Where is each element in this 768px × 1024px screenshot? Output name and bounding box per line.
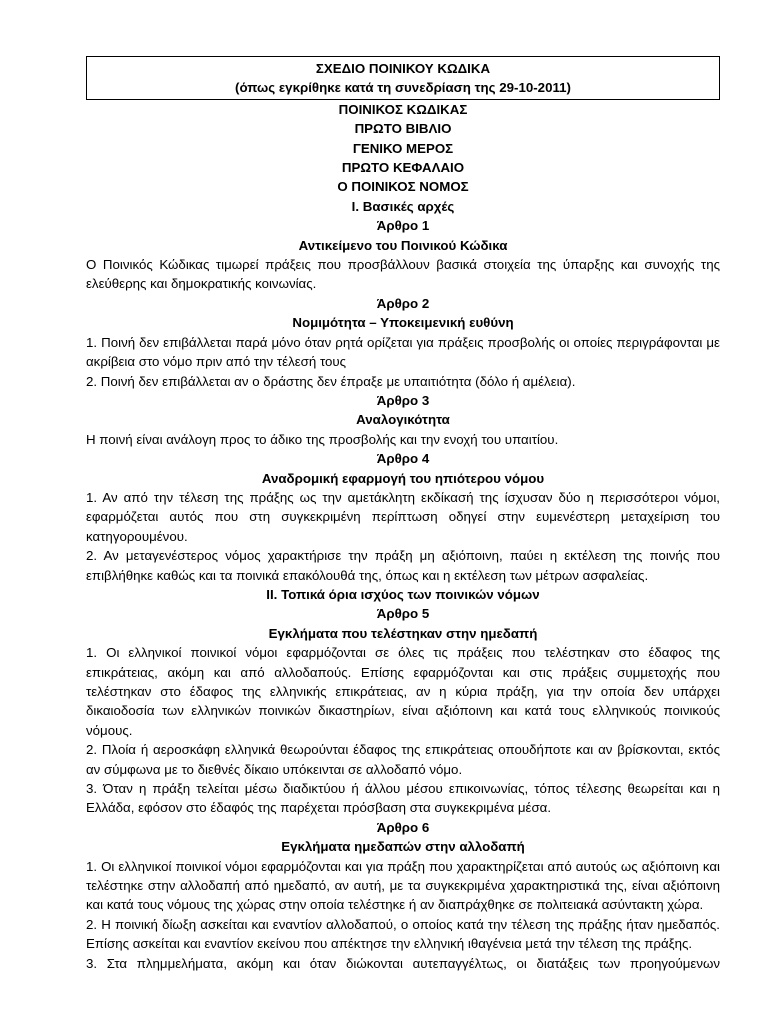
article-paragraph: 3. Όταν η πράξη τελείται μέσω διαδικτύου ή άλλου μέσου επικοινωνίας, τόπος τέλεσης θεωρείται και η Ελλάδα, εφόσον στο έδαφός της παρέχεται πρόσβαση στα συγκεκριμένα μέσα. — [86, 781, 720, 816]
article-paragraph: 2. Ποινή δεν επιβάλλεται αν ο δράστης δεν έπραξε με υπαιτιότητα (δόλο ή αμέλεια). — [86, 373, 576, 389]
article-paragraph: 2. Πλοία ή αεροσκάφη ελληνικά θεωρούνται έδαφος της επικράτειας οπουδήποτε και αν βρίσκονται, εκτός αν σύμφωνα με το διεθνές δίκαιο υπόκεινται σε αλλοδαπό νόμο. — [86, 742, 720, 777]
article-paragraph: 2. Η ποινική δίωξη ασκείται και εναντίον αλλοδαπού, ο οποίος κατά την τέλεση της πράξης ήταν ημεδαπός. Επίσης ασκείται και εναντίον εκείνου που απέκτησε την ελληνική ιθαγένεια μετά την τέλεση της πράξης. — [86, 916, 720, 952]
article-paragraph: 1. Οι ελληνικοί ποινικοί νόμοι εφαρμόζονται σε όλες τις πράξεις που τελέστηκαν στο έδαφος της επικράτειας, ακόμη και από αλλοδαπούς. Επίσης εφαρμόζονται και στις πράξεις συμμετοχής που τελέστηκαν στο έδαφος της ελληνικής επικράτειας, αν η κύρια πράξη, για την οποία δεν υπάρχει δικαιοδοσία των ελληνικών ποινικών δικαστηρίων, είναι αξιόποινη και κατά τους ελληνικούς ποινικούς νόμους. — [86, 645, 720, 738]
article-paragraph: 1. Οι ελληνικοί ποινικοί νόμοι εφαρμόζονται και για πράξη που χαρακτηρίζεται από αυτούς ως αξιόποινη και τελέστηκε στην αλλοδαπή από ημεδαπό, αν αυτή, με τα συγκεκριμένα χαρακτηριστικά της, είναι αξιόποινη και κατά τους νόμους της χώρας στην οποία τελέστηκε ή αν διαπράχθηκε σε πολιτειακά ασύντακτη χώρα. — [86, 858, 720, 913]
article-paragraph: 1. Ποινή δεν επιβάλλεται παρά μόνο όταν ρητά ορίζεται για πράξεις προσβολής οι οποίες περιγράφονται με ακρίβεια στο νόμο πριν από την τέλεσή τους — [86, 334, 720, 370]
article-number: Άρθρο 4 — [376, 451, 430, 467]
article-paragraph: Ο Ποινικός Κώδικας τιμωρεί πράξεις που προσβάλλουν βασικά στοιχεία της ύπαρξης και συνοχής της ελεύθερης και δημοκρατικής κοινωνίας. — [86, 257, 720, 292]
code-heading: ΠΟΙΝΙΚΟΣ ΚΩΔΙΚΑΣ — [338, 101, 468, 117]
document-title: ΣΧΕΔΙΟ ΠΟΙΝΙΚΟΥ ΚΩΔΙΚΑ — [315, 61, 491, 76]
article-number: Άρθρο 5 — [376, 606, 430, 622]
article-paragraph: 1. Αν από την τέλεση της πράξης ως την αμετάκλητη εκδίκασή της ίσχυσαν δύο η περισσότεροι νόμοι, εφαρμόζεται αυτός που στη συγκεκριμένη περίπτωση οδηγεί στην ευμενέστερη μεταχείριση του κατηγορουμένου. — [86, 489, 720, 544]
article-title: Εγκλήματα που τελέστηκαν στην ημεδαπή — [268, 625, 538, 641]
article-number: Άρθρο 2 — [376, 295, 430, 311]
document-subtitle: (όπως εγκρίθηκε κατά τη συνεδρίαση της 29-10-2011) — [235, 80, 571, 96]
book-heading: ΠΡΩΤΟ ΒΙΒΛΙΟ — [354, 121, 452, 137]
article-title: Αντικείμενο του Ποινικού Κώδικα — [298, 237, 508, 253]
part-heading: ΓΕΝΙΚΟ ΜΕΡΟΣ — [352, 140, 454, 156]
article-paragraph: 3. Στα πλημμελήματα, ακόμη και όταν διώκονται αυτεπαγγέλτως, οι διατάξεις των προηγούμενων — [86, 955, 720, 971]
article-title: Αναλογικότητα — [356, 412, 450, 428]
article-number: Άρθρο 3 — [376, 392, 430, 408]
document-page — [86, 56, 720, 973]
article-number: Άρθρο 1 — [376, 218, 430, 234]
article-title: Νομιμότητα – Υποκειμενική ευθύνη — [292, 315, 514, 331]
article-number: Άρθρο 6 — [376, 819, 430, 835]
section-heading-2: II. Τοπικά όρια ισχύος των ποινικών νόμων — [266, 586, 540, 602]
document-title-box — [86, 56, 720, 100]
article-title: Αναδρομική εφαρμογή του ηπιότερου νόμου — [261, 470, 545, 486]
article-paragraph: Η ποινή είναι ανάλογη προς το άδικο της προσβολής και την ενοχή του υπαιτίου. — [86, 431, 559, 447]
article-title: Εγκλήματα ημεδαπών στην αλλοδαπή — [281, 839, 525, 855]
law-heading: Ο ΠΟΙΝΙΚΟΣ ΝΟΜΟΣ — [337, 179, 469, 195]
section-heading-1: I. Βασικές αρχές — [351, 198, 455, 214]
article-paragraph: 2. Αν μεταγενέστερος νόμος χαρακτήρισε την πράξη μη αξιόποινη, παύει η εκτέλεση της ποινής που επιβλήθηκε καθώς και τα ποινικά επακόλουθά της, όπως και η εκτέλεση των μέτρων ασφαλείας. — [86, 548, 720, 583]
chapter-heading: ΠΡΩΤΟ ΚΕΦΑΛΑΙΟ — [341, 160, 465, 176]
